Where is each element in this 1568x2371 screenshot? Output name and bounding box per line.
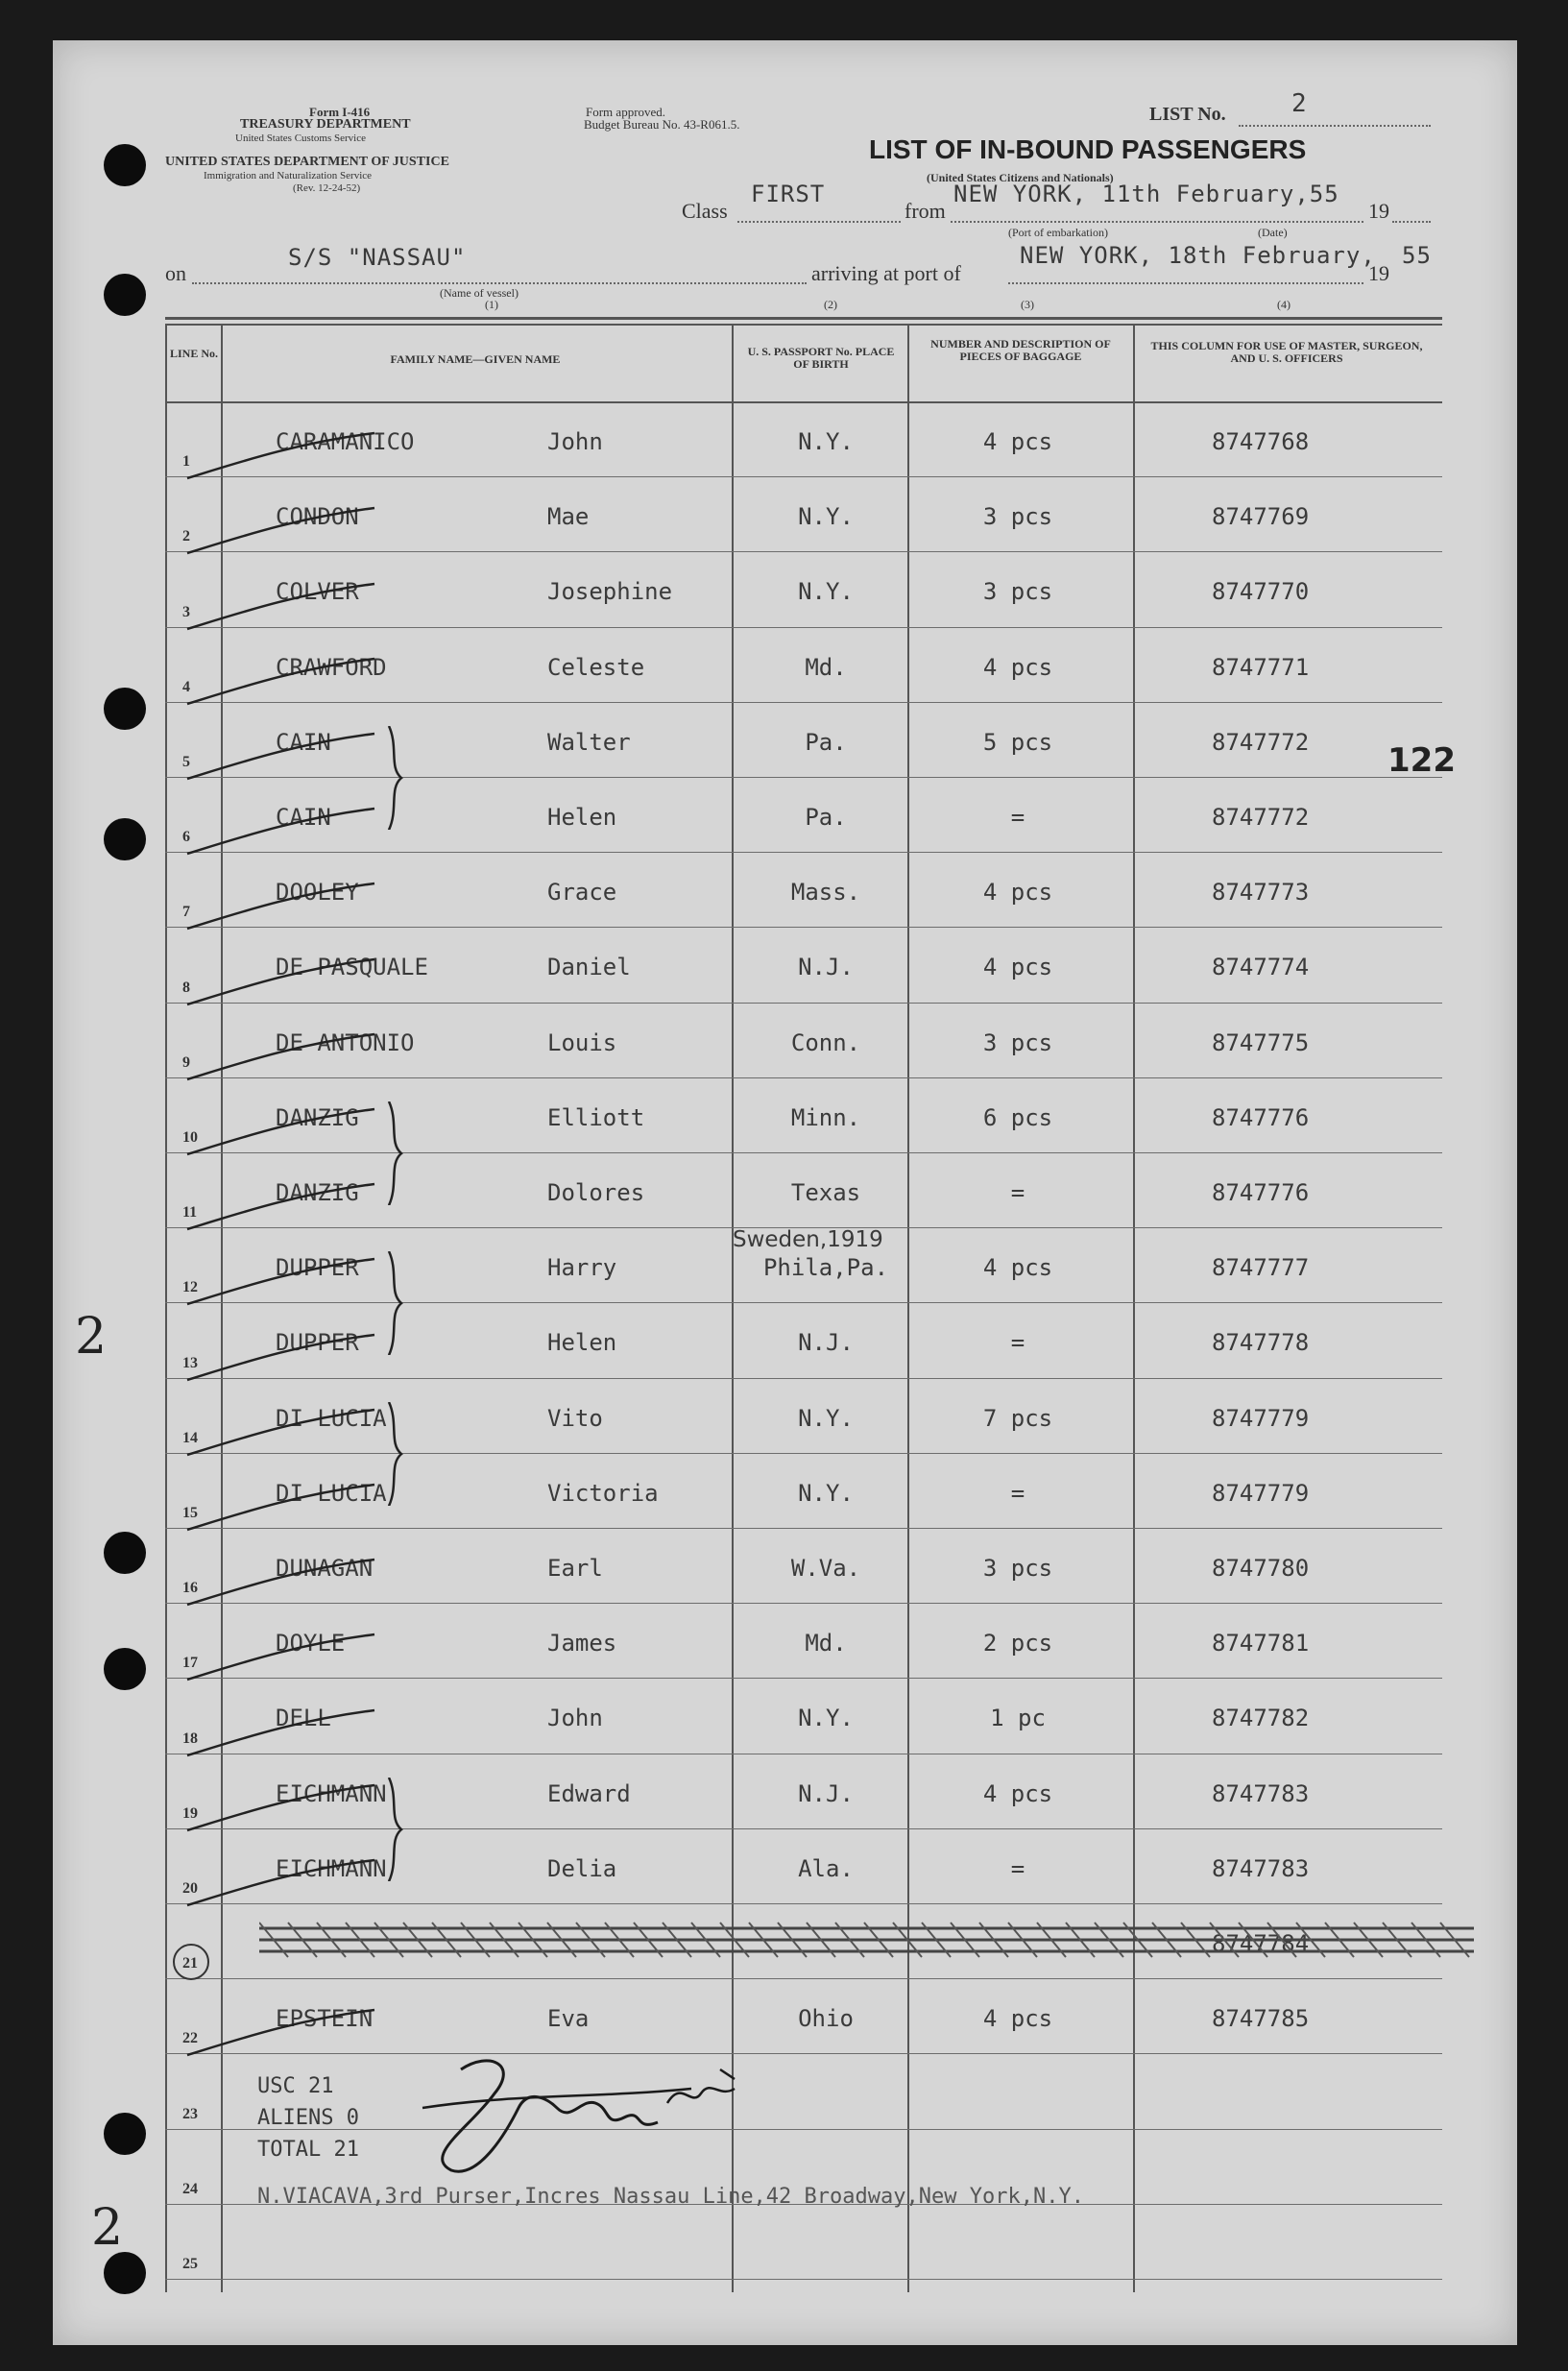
line-number: 1 [182, 453, 190, 471]
place-of-birth: N.Y. [798, 503, 854, 531]
given-name: Helen [547, 804, 617, 831]
family-name: DI LUCIA [276, 1404, 387, 1432]
from-label: from [905, 199, 946, 223]
officer-number: 8747779 [1212, 1479, 1310, 1507]
officer-number: 8747779 [1212, 1404, 1310, 1432]
line-number: 17 [182, 1655, 198, 1672]
check-stroke [182, 428, 384, 486]
punch-hole [104, 1532, 146, 1574]
place-of-birth: N.Y. [798, 1479, 854, 1507]
line-number: 9 [182, 1053, 190, 1071]
vessel-name: S/S "NASSAU" [288, 244, 467, 271]
family-name: COLVER [276, 578, 359, 606]
given-name: Harry [547, 1254, 617, 1282]
grand-total: TOTAL 21 [257, 2138, 359, 2162]
place-of-birth: N.Y. [798, 578, 854, 606]
check-stroke [182, 1780, 384, 1838]
port-embark-caption: (Port of embarkation) [1008, 226, 1108, 239]
baggage-count: = [1010, 1179, 1025, 1206]
place-of-birth: Minn. [790, 1103, 861, 1131]
line-number: 12 [182, 1279, 198, 1296]
line-number: 5 [182, 754, 190, 770]
line-number: 4 [182, 678, 190, 695]
passport-note: Sweden,1919 [733, 1227, 883, 1252]
officer-number: 8747771 [1212, 653, 1310, 681]
baggage-count: = [1010, 1329, 1025, 1357]
justice-dept: UNITED STATES DEPARTMENT OF JUSTICE [165, 155, 449, 169]
place-of-birth: Mass. [790, 879, 861, 907]
officer-number: 8747776 [1212, 1103, 1310, 1131]
line-number: 19 [182, 1804, 198, 1822]
baggage-count: 3 pcs [982, 1555, 1053, 1582]
given-name: Eva [547, 2005, 590, 2033]
punch-hole [104, 2252, 146, 2294]
officer-number: 8747775 [1212, 1028, 1310, 1056]
baggage-count: 4 pcs [982, 428, 1053, 455]
check-stroke [182, 1104, 384, 1162]
list-no-label: LIST No. [1149, 104, 1226, 125]
arriving-label: arriving at port of [811, 261, 961, 285]
family-name: CONDON [276, 503, 359, 531]
treasury-dept: TREASURY DEPARTMENT [240, 117, 411, 132]
family-bracket [384, 1101, 413, 1205]
year-prefix-1: 19 [1368, 199, 1389, 223]
given-name: Vito [547, 1404, 603, 1432]
punch-hole [104, 274, 146, 316]
baggage-count: 4 pcs [982, 1254, 1053, 1282]
baggage-count: = [1010, 1479, 1025, 1507]
officer-number: 8747769 [1212, 503, 1310, 531]
officer-number: 8747784 [1212, 1930, 1310, 1957]
officer-number: 8747776 [1212, 1179, 1310, 1206]
crossed-out-entry [259, 1921, 1474, 1959]
baggage-count: 6 pcs [982, 1103, 1053, 1131]
family-bracket [384, 1251, 413, 1355]
check-stroke [182, 1179, 384, 1237]
officer-number: 8747773 [1212, 879, 1310, 907]
class-value: FIRST [751, 181, 826, 207]
on-label: on [165, 261, 186, 285]
given-name: Walter [547, 728, 631, 756]
family-name: DANZIG [276, 1179, 359, 1206]
check-stroke [182, 1254, 384, 1312]
baggage-count: 4 pcs [982, 653, 1053, 681]
purser-line: N.VIACAVA,3rd Purser,Incres Nassau Line,42 Broadway,New York,N.Y. [257, 2185, 1084, 2209]
line-number: 14 [182, 1429, 198, 1446]
officer-number: 8747772 [1212, 728, 1310, 756]
check-stroke [182, 1855, 384, 1913]
family-name: EICHMANN [276, 1779, 387, 1807]
check-stroke [182, 804, 384, 861]
family-name: DUNAGAN [276, 1555, 374, 1582]
given-name: Josephine [547, 578, 673, 606]
check-stroke [182, 1630, 384, 1687]
given-name: Victoria [547, 1479, 659, 1507]
family-bracket [384, 1778, 413, 1881]
officer-number: 8747778 [1212, 1329, 1310, 1357]
officer-number: 8747772 [1212, 804, 1310, 831]
family-name: EPSTEIN [276, 2005, 374, 2033]
purser-signature [403, 2041, 826, 2185]
form-number: Form I-416 [309, 105, 371, 119]
line-number: 20 [182, 1880, 198, 1897]
line-number: 21 [182, 1955, 198, 1972]
ins-service: Immigration and Naturalization Service [204, 170, 373, 181]
baggage-count: 3 pcs [982, 1028, 1053, 1056]
check-stroke [182, 503, 384, 561]
caption-3: (3) [1021, 298, 1034, 311]
form-title: LIST OF IN-BOUND PASSENGERS [869, 134, 1307, 164]
check-stroke [182, 879, 384, 936]
family-name: CAIN [276, 804, 331, 831]
family-name: CARAMANICO [276, 428, 415, 455]
family-name: EICHMANN [276, 1854, 387, 1882]
from-value: NEW YORK, 11th February,55 [953, 181, 1339, 207]
check-stroke [182, 1480, 384, 1537]
line-number: 6 [182, 829, 190, 846]
budget-bureau: Budget Bureau No. 43-R061.5. [584, 117, 740, 132]
baggage-count: 3 pcs [982, 578, 1053, 606]
officer-number: 8747780 [1212, 1555, 1310, 1582]
place-of-birth: N.J. [798, 1329, 854, 1357]
officer-number: 8747770 [1212, 578, 1310, 606]
family-name: DOYLE [276, 1630, 346, 1657]
officer-number: 8747768 [1212, 428, 1310, 455]
place-of-birth: Ala. [798, 1854, 854, 1882]
officer-number: 8747774 [1212, 954, 1310, 981]
baggage-count: 5 pcs [982, 728, 1053, 756]
col-header-passport: U. S. PASSPORT No. PLACE OF BIRTH [747, 345, 895, 371]
check-stroke [182, 1555, 384, 1612]
place-of-birth: Phila,Pa. [762, 1254, 889, 1282]
officer-number: 8747783 [1212, 1854, 1310, 1882]
family-name: DE PASQUALE [276, 954, 428, 981]
place-of-birth: Ohio [798, 2005, 854, 2033]
given-name: Delia [547, 1854, 617, 1882]
place-of-birth: Pa. [805, 804, 847, 831]
baggage-count: = [1010, 804, 1025, 831]
line-number: 13 [182, 1354, 198, 1371]
baggage-count: 4 pcs [982, 1779, 1053, 1807]
baggage-count: 1 pc [990, 1705, 1046, 1732]
family-name: DI LUCIA [276, 1479, 387, 1507]
place-of-birth: Md. [805, 1630, 847, 1657]
margin-mark: 2 [91, 2199, 124, 2257]
line-number: 16 [182, 1580, 198, 1597]
officer-number: 8747783 [1212, 1779, 1310, 1807]
line-number: 3 [182, 603, 190, 620]
officer-number: 8747785 [1212, 2005, 1310, 2033]
baggage-count: = [1010, 1854, 1025, 1882]
place-of-birth: N.J. [798, 1779, 854, 1807]
check-stroke [182, 1706, 384, 1763]
place-of-birth: W.Va. [790, 1555, 861, 1582]
baggage-count: 4 pcs [982, 2005, 1053, 2033]
given-name: Dolores [547, 1179, 645, 1206]
caption-4: (4) [1277, 298, 1291, 311]
check-stroke [182, 1029, 384, 1087]
class-label: Class [682, 199, 728, 223]
officer-number: 8747782 [1212, 1705, 1310, 1732]
line-number: 18 [182, 1730, 198, 1747]
year-value: 55 [1402, 242, 1432, 269]
place-of-birth: N.Y. [798, 428, 854, 455]
family-name: CRAWFORD [276, 653, 387, 681]
caption-1: (1) [485, 298, 498, 311]
date-caption: (Date) [1258, 226, 1288, 239]
line-number: 24 [182, 2180, 198, 2197]
officer-number: 8747781 [1212, 1630, 1310, 1657]
place-of-birth: N.Y. [798, 1404, 854, 1432]
family-name: DE ANTONIO [276, 1028, 415, 1056]
family-bracket [384, 1402, 413, 1506]
place-of-birth: Conn. [790, 1028, 861, 1056]
given-name: Mae [547, 503, 590, 531]
place-of-birth: N.J. [798, 954, 854, 981]
col-header-baggage: NUMBER AND DESCRIPTION OF PIECES OF BAGGAGE [930, 337, 1111, 363]
family-bracket [384, 726, 413, 830]
given-name: Earl [547, 1555, 603, 1582]
baggage-count: 4 pcs [982, 954, 1053, 981]
form-approved: Form approved. [586, 105, 666, 119]
line-number: 25 [182, 2256, 198, 2272]
margin-mark: 2 [75, 1308, 108, 1366]
caption-2: (2) [824, 298, 837, 311]
line-number: 8 [182, 979, 190, 996]
punch-hole [104, 688, 146, 730]
check-stroke [182, 579, 384, 637]
aliens-total: ALIENS 0 [257, 2106, 359, 2130]
form-subtitle: (United States Citizens and Nationals) [927, 171, 1114, 184]
usc-total: USC 21 [257, 2074, 334, 2098]
baggage-count: 7 pcs [982, 1404, 1053, 1432]
given-name: Helen [547, 1329, 617, 1357]
check-stroke [182, 2005, 384, 2063]
vessel-caption: (Name of vessel) [440, 286, 519, 300]
family-name: DUPPER [276, 1329, 359, 1357]
punch-hole [104, 1648, 146, 1690]
given-name: Louis [547, 1028, 617, 1056]
check-stroke [182, 1405, 384, 1463]
given-name: Elliott [547, 1103, 645, 1131]
check-stroke [182, 955, 384, 1012]
baggage-count: 2 pcs [982, 1630, 1053, 1657]
revision: (Rev. 12-24-52) [293, 182, 361, 194]
punch-hole [104, 144, 146, 186]
family-name: DUPPER [276, 1254, 359, 1282]
col-header-line: LINE No. [169, 347, 218, 360]
list-no-value: 2 [1291, 89, 1308, 118]
given-name: Celeste [547, 653, 645, 681]
check-stroke [182, 1330, 384, 1388]
given-name: Daniel [547, 954, 631, 981]
family-name: DOOLEY [276, 879, 359, 907]
punch-hole [104, 818, 146, 860]
line-number: 11 [182, 1204, 198, 1222]
row-divider [165, 1978, 1442, 1979]
family-name: DELL [276, 1705, 331, 1732]
given-name: Edward [547, 1779, 631, 1807]
year-prefix-2: 19 [1368, 261, 1389, 285]
family-name: CAIN [276, 728, 331, 756]
line-number: 10 [182, 1129, 198, 1146]
line-number: 2 [182, 528, 190, 545]
family-name: DANZIG [276, 1103, 359, 1131]
check-stroke [182, 654, 384, 712]
circled-line-number [173, 1944, 209, 1980]
place-of-birth: Texas [790, 1179, 861, 1206]
line-number: 23 [182, 2105, 198, 2122]
margin-total: 122 [1387, 741, 1456, 780]
given-name: James [547, 1630, 617, 1657]
place-of-birth: Md. [805, 653, 847, 681]
arriving-value: NEW YORK, 18th February, [1020, 242, 1376, 269]
baggage-count: 3 pcs [982, 503, 1053, 531]
line-number: 7 [182, 904, 190, 921]
line-number: 15 [182, 1505, 198, 1521]
row-divider [165, 2279, 1442, 2280]
place-of-birth: N.Y. [798, 1705, 854, 1732]
place-of-birth: Pa. [805, 728, 847, 756]
punch-hole [104, 2113, 146, 2155]
col-header-officers: THIS COLUMN FOR USE OF MASTER, SURGEON, AND U. S. OFFICERS [1150, 339, 1423, 365]
officer-number: 8747777 [1212, 1254, 1310, 1282]
line-number: 22 [182, 2030, 198, 2047]
given-name: John [547, 428, 603, 455]
baggage-count: 4 pcs [982, 879, 1053, 907]
col-header-name: FAMILY NAME—GIVEN NAME [390, 352, 561, 366]
customs-service: United States Customs Service [235, 133, 366, 144]
check-stroke [182, 729, 384, 786]
given-name: John [547, 1705, 603, 1732]
given-name: Grace [547, 879, 617, 907]
